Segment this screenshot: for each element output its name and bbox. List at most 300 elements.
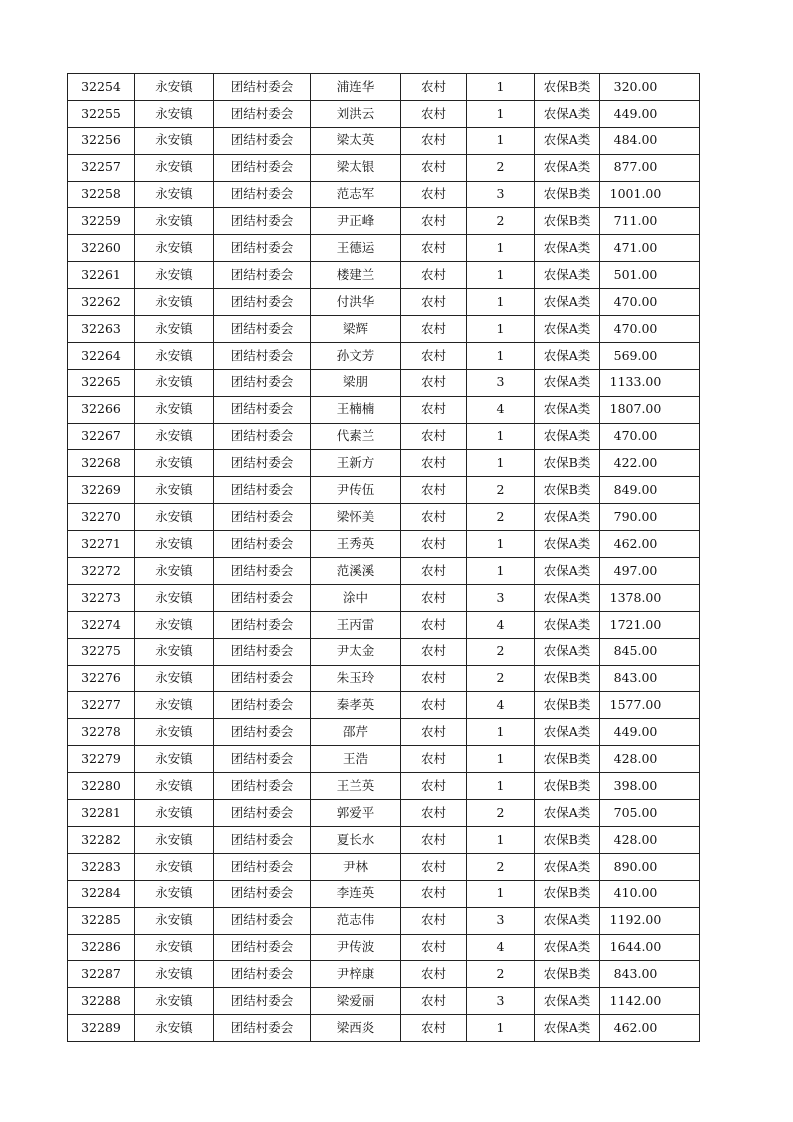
- record-id-cell: 32286: [68, 934, 135, 961]
- committee-cell: 团结村委会: [214, 611, 311, 638]
- category-cell: 农保A类: [535, 396, 600, 423]
- category-cell: 农保A类: [535, 262, 600, 289]
- household-size-cell: 3: [467, 907, 535, 934]
- name-cell: 王楠楠: [311, 396, 401, 423]
- category-cell: 农保B类: [535, 746, 600, 773]
- household-size-cell: 2: [467, 208, 535, 235]
- household-size-cell: 1: [467, 450, 535, 477]
- town-cell: 永安镇: [135, 988, 214, 1015]
- category-cell: 农保A类: [535, 611, 600, 638]
- amount-cell: 462.00: [600, 1015, 700, 1042]
- committee-cell: 团结村委会: [214, 584, 311, 611]
- household-size-cell: 1: [467, 773, 535, 800]
- committee-cell: 团结村委会: [214, 369, 311, 396]
- committee-cell: 团结村委会: [214, 692, 311, 719]
- record-id-cell: 32287: [68, 961, 135, 988]
- name-cell: 刘洪云: [311, 100, 401, 127]
- record-id-cell: 32272: [68, 558, 135, 585]
- committee-cell: 团结村委会: [214, 773, 311, 800]
- category-cell: 农保A类: [535, 423, 600, 450]
- table-row: [68, 746, 700, 773]
- town-cell: 永安镇: [135, 746, 214, 773]
- roster-table: [67, 73, 700, 1042]
- amount-cell: 449.00: [600, 100, 700, 127]
- household-size-cell: 3: [467, 369, 535, 396]
- town-cell: 永安镇: [135, 665, 214, 692]
- amount-cell: 320.00: [600, 74, 700, 101]
- committee-cell: 团结村委会: [214, 531, 311, 558]
- town-cell: 永安镇: [135, 504, 214, 531]
- area-type-cell: 农村: [401, 558, 467, 585]
- category-cell: 农保A类: [535, 154, 600, 181]
- category-cell: 农保A类: [535, 988, 600, 1015]
- household-size-cell: 1: [467, 100, 535, 127]
- table-row: [68, 665, 700, 692]
- household-size-cell: 2: [467, 154, 535, 181]
- roster-body: [68, 74, 700, 1042]
- table-row: [68, 531, 700, 558]
- amount-cell: 845.00: [600, 638, 700, 665]
- table-row: [68, 826, 700, 853]
- area-type-cell: 农村: [401, 154, 467, 181]
- committee-cell: 团结村委会: [214, 504, 311, 531]
- household-size-cell: 1: [467, 262, 535, 289]
- table-row: [68, 450, 700, 477]
- table-row: [68, 235, 700, 262]
- amount-cell: 705.00: [600, 800, 700, 827]
- table-row: [68, 638, 700, 665]
- name-cell: 梁太英: [311, 127, 401, 154]
- town-cell: 永安镇: [135, 450, 214, 477]
- record-id-cell: 32259: [68, 208, 135, 235]
- town-cell: 永安镇: [135, 719, 214, 746]
- town-cell: 永安镇: [135, 531, 214, 558]
- area-type-cell: 农村: [401, 477, 467, 504]
- record-id-cell: 32284: [68, 880, 135, 907]
- category-cell: 农保A类: [535, 504, 600, 531]
- name-cell: 范志伟: [311, 907, 401, 934]
- committee-cell: 团结村委会: [214, 826, 311, 853]
- area-type-cell: 农村: [401, 1015, 467, 1042]
- name-cell: 尹正峰: [311, 208, 401, 235]
- household-size-cell: 3: [467, 181, 535, 208]
- record-id-cell: 32278: [68, 719, 135, 746]
- amount-cell: 428.00: [600, 746, 700, 773]
- area-type-cell: 农村: [401, 396, 467, 423]
- area-type-cell: 农村: [401, 262, 467, 289]
- record-id-cell: 32281: [68, 800, 135, 827]
- record-id-cell: 32256: [68, 127, 135, 154]
- committee-cell: 团结村委会: [214, 208, 311, 235]
- area-type-cell: 农村: [401, 181, 467, 208]
- name-cell: 涂中: [311, 584, 401, 611]
- record-id-cell: 32280: [68, 773, 135, 800]
- amount-cell: 497.00: [600, 558, 700, 585]
- record-id-cell: 32282: [68, 826, 135, 853]
- record-id-cell: 32258: [68, 181, 135, 208]
- area-type-cell: 农村: [401, 988, 467, 1015]
- table-row: [68, 181, 700, 208]
- committee-cell: 团结村委会: [214, 100, 311, 127]
- table-row: [68, 880, 700, 907]
- category-cell: 农保A类: [535, 531, 600, 558]
- category-cell: 农保A类: [535, 638, 600, 665]
- household-size-cell: 1: [467, 531, 535, 558]
- record-id-cell: 32270: [68, 504, 135, 531]
- committee-cell: 团结村委会: [214, 396, 311, 423]
- household-size-cell: 1: [467, 235, 535, 262]
- committee-cell: 团结村委会: [214, 746, 311, 773]
- town-cell: 永安镇: [135, 342, 214, 369]
- record-id-cell: 32260: [68, 235, 135, 262]
- household-size-cell: 2: [467, 477, 535, 504]
- town-cell: 永安镇: [135, 692, 214, 719]
- category-cell: 农保B类: [535, 961, 600, 988]
- town-cell: 永安镇: [135, 235, 214, 262]
- household-size-cell: 1: [467, 719, 535, 746]
- area-type-cell: 农村: [401, 665, 467, 692]
- record-id-cell: 32254: [68, 74, 135, 101]
- category-cell: 农保A类: [535, 1015, 600, 1042]
- category-cell: 农保A类: [535, 584, 600, 611]
- name-cell: 梁西炎: [311, 1015, 401, 1042]
- town-cell: 永安镇: [135, 558, 214, 585]
- household-size-cell: 1: [467, 289, 535, 316]
- area-type-cell: 农村: [401, 853, 467, 880]
- committee-cell: 团结村委会: [214, 665, 311, 692]
- committee-cell: 团结村委会: [214, 262, 311, 289]
- table-row: [68, 961, 700, 988]
- town-cell: 永安镇: [135, 208, 214, 235]
- category-cell: 农保B类: [535, 826, 600, 853]
- committee-cell: 团结村委会: [214, 880, 311, 907]
- name-cell: 范志军: [311, 181, 401, 208]
- amount-cell: 1133.00: [600, 369, 700, 396]
- town-cell: 永安镇: [135, 316, 214, 343]
- record-id-cell: 32288: [68, 988, 135, 1015]
- town-cell: 永安镇: [135, 396, 214, 423]
- area-type-cell: 农村: [401, 746, 467, 773]
- table-row: [68, 477, 700, 504]
- amount-cell: 449.00: [600, 719, 700, 746]
- household-size-cell: 1: [467, 74, 535, 101]
- area-type-cell: 农村: [401, 74, 467, 101]
- table-row: [68, 154, 700, 181]
- amount-cell: 1577.00: [600, 692, 700, 719]
- committee-cell: 团结村委会: [214, 477, 311, 504]
- name-cell: 郭爱平: [311, 800, 401, 827]
- town-cell: 永安镇: [135, 800, 214, 827]
- committee-cell: 团结村委会: [214, 289, 311, 316]
- name-cell: 梁爱丽: [311, 988, 401, 1015]
- town-cell: 永安镇: [135, 154, 214, 181]
- committee-cell: 团结村委会: [214, 74, 311, 101]
- town-cell: 永安镇: [135, 826, 214, 853]
- area-type-cell: 农村: [401, 423, 467, 450]
- area-type-cell: 农村: [401, 719, 467, 746]
- table-row: [68, 208, 700, 235]
- area-type-cell: 农村: [401, 235, 467, 262]
- table-row: [68, 773, 700, 800]
- area-type-cell: 农村: [401, 880, 467, 907]
- name-cell: 王浩: [311, 746, 401, 773]
- name-cell: 李连英: [311, 880, 401, 907]
- category-cell: 农保B类: [535, 477, 600, 504]
- committee-cell: 团结村委会: [214, 934, 311, 961]
- table-row: [68, 719, 700, 746]
- amount-cell: 849.00: [600, 477, 700, 504]
- town-cell: 永安镇: [135, 289, 214, 316]
- category-cell: 农保B类: [535, 74, 600, 101]
- table-row: [68, 127, 700, 154]
- table-row: [68, 423, 700, 450]
- category-cell: 农保A类: [535, 907, 600, 934]
- name-cell: 梁辉: [311, 316, 401, 343]
- household-size-cell: 2: [467, 853, 535, 880]
- area-type-cell: 农村: [401, 773, 467, 800]
- town-cell: 永安镇: [135, 853, 214, 880]
- name-cell: 邵芹: [311, 719, 401, 746]
- category-cell: 农保A类: [535, 342, 600, 369]
- record-id-cell: 32257: [68, 154, 135, 181]
- area-type-cell: 农村: [401, 611, 467, 638]
- household-size-cell: 1: [467, 746, 535, 773]
- committee-cell: 团结村委会: [214, 1015, 311, 1042]
- area-type-cell: 农村: [401, 504, 467, 531]
- amount-cell: 1192.00: [600, 907, 700, 934]
- committee-cell: 团结村委会: [214, 961, 311, 988]
- amount-cell: 1001.00: [600, 181, 700, 208]
- category-cell: 农保B类: [535, 773, 600, 800]
- town-cell: 永安镇: [135, 477, 214, 504]
- record-id-cell: 32263: [68, 316, 135, 343]
- category-cell: 农保A类: [535, 719, 600, 746]
- amount-cell: 843.00: [600, 961, 700, 988]
- table-row: [68, 692, 700, 719]
- amount-cell: 501.00: [600, 262, 700, 289]
- table-row: [68, 74, 700, 101]
- committee-cell: 团结村委会: [214, 235, 311, 262]
- name-cell: 梁太银: [311, 154, 401, 181]
- committee-cell: 团结村委会: [214, 558, 311, 585]
- name-cell: 王秀英: [311, 531, 401, 558]
- amount-cell: 1807.00: [600, 396, 700, 423]
- town-cell: 永安镇: [135, 1015, 214, 1042]
- town-cell: 永安镇: [135, 127, 214, 154]
- name-cell: 范溪溪: [311, 558, 401, 585]
- name-cell: 尹梓康: [311, 961, 401, 988]
- category-cell: 农保B类: [535, 880, 600, 907]
- record-id-cell: 32267: [68, 423, 135, 450]
- amount-cell: 790.00: [600, 504, 700, 531]
- area-type-cell: 农村: [401, 289, 467, 316]
- record-id-cell: 32265: [68, 369, 135, 396]
- name-cell: 楼建兰: [311, 262, 401, 289]
- amount-cell: 470.00: [600, 316, 700, 343]
- table-row: [68, 289, 700, 316]
- record-id-cell: 32276: [68, 665, 135, 692]
- amount-cell: 569.00: [600, 342, 700, 369]
- category-cell: 农保A类: [535, 558, 600, 585]
- name-cell: 尹传波: [311, 934, 401, 961]
- area-type-cell: 农村: [401, 450, 467, 477]
- record-id-cell: 32275: [68, 638, 135, 665]
- area-type-cell: 农村: [401, 961, 467, 988]
- amount-cell: 1644.00: [600, 934, 700, 961]
- town-cell: 永安镇: [135, 961, 214, 988]
- area-type-cell: 农村: [401, 692, 467, 719]
- amount-cell: 471.00: [600, 235, 700, 262]
- household-size-cell: 4: [467, 934, 535, 961]
- name-cell: 代素兰: [311, 423, 401, 450]
- record-id-cell: 32262: [68, 289, 135, 316]
- area-type-cell: 农村: [401, 127, 467, 154]
- category-cell: 农保B类: [535, 208, 600, 235]
- name-cell: 梁朋: [311, 369, 401, 396]
- household-size-cell: 2: [467, 800, 535, 827]
- table-row: [68, 988, 700, 1015]
- table-row: [68, 800, 700, 827]
- amount-cell: 1378.00: [600, 584, 700, 611]
- amount-cell: 410.00: [600, 880, 700, 907]
- record-id-cell: 32279: [68, 746, 135, 773]
- table-row: [68, 558, 700, 585]
- area-type-cell: 农村: [401, 638, 467, 665]
- committee-cell: 团结村委会: [214, 423, 311, 450]
- record-id-cell: 32283: [68, 853, 135, 880]
- table-row: [68, 584, 700, 611]
- amount-cell: 428.00: [600, 826, 700, 853]
- amount-cell: 484.00: [600, 127, 700, 154]
- household-size-cell: 2: [467, 665, 535, 692]
- area-type-cell: 农村: [401, 584, 467, 611]
- name-cell: 孙文芳: [311, 342, 401, 369]
- committee-cell: 团结村委会: [214, 181, 311, 208]
- household-size-cell: 1: [467, 880, 535, 907]
- category-cell: 农保A类: [535, 934, 600, 961]
- category-cell: 农保A类: [535, 100, 600, 127]
- category-cell: 农保B类: [535, 665, 600, 692]
- amount-cell: 843.00: [600, 665, 700, 692]
- town-cell: 永安镇: [135, 907, 214, 934]
- table-row: [68, 1015, 700, 1042]
- household-size-cell: 1: [467, 558, 535, 585]
- record-id-cell: 32255: [68, 100, 135, 127]
- name-cell: 王德运: [311, 235, 401, 262]
- town-cell: 永安镇: [135, 773, 214, 800]
- table-row: [68, 262, 700, 289]
- committee-cell: 团结村委会: [214, 316, 311, 343]
- household-size-cell: 4: [467, 692, 535, 719]
- area-type-cell: 农村: [401, 934, 467, 961]
- area-type-cell: 农村: [401, 907, 467, 934]
- name-cell: 尹林: [311, 853, 401, 880]
- committee-cell: 团结村委会: [214, 719, 311, 746]
- committee-cell: 团结村委会: [214, 853, 311, 880]
- committee-cell: 团结村委会: [214, 450, 311, 477]
- name-cell: 尹传伍: [311, 477, 401, 504]
- committee-cell: 团结村委会: [214, 342, 311, 369]
- town-cell: 永安镇: [135, 74, 214, 101]
- table-row: [68, 342, 700, 369]
- name-cell: 朱玉玲: [311, 665, 401, 692]
- area-type-cell: 农村: [401, 826, 467, 853]
- record-id-cell: 32261: [68, 262, 135, 289]
- category-cell: 农保A类: [535, 853, 600, 880]
- household-size-cell: 2: [467, 961, 535, 988]
- household-size-cell: 4: [467, 611, 535, 638]
- town-cell: 永安镇: [135, 611, 214, 638]
- table-row: [68, 100, 700, 127]
- name-cell: 梁怀美: [311, 504, 401, 531]
- area-type-cell: 农村: [401, 316, 467, 343]
- amount-cell: 1142.00: [600, 988, 700, 1015]
- amount-cell: 462.00: [600, 531, 700, 558]
- table-row: [68, 907, 700, 934]
- amount-cell: 398.00: [600, 773, 700, 800]
- area-type-cell: 农村: [401, 342, 467, 369]
- category-cell: 农保A类: [535, 289, 600, 316]
- name-cell: 浦连华: [311, 74, 401, 101]
- household-size-cell: 1: [467, 127, 535, 154]
- category-cell: 农保B类: [535, 692, 600, 719]
- amount-cell: 877.00: [600, 154, 700, 181]
- town-cell: 永安镇: [135, 934, 214, 961]
- town-cell: 永安镇: [135, 584, 214, 611]
- amount-cell: 422.00: [600, 450, 700, 477]
- category-cell: 农保B类: [535, 450, 600, 477]
- household-size-cell: 1: [467, 342, 535, 369]
- record-id-cell: 32264: [68, 342, 135, 369]
- town-cell: 永安镇: [135, 181, 214, 208]
- household-size-cell: 2: [467, 638, 535, 665]
- category-cell: 农保B类: [535, 181, 600, 208]
- household-size-cell: 3: [467, 584, 535, 611]
- record-id-cell: 32269: [68, 477, 135, 504]
- committee-cell: 团结村委会: [214, 154, 311, 181]
- amount-cell: 890.00: [600, 853, 700, 880]
- category-cell: 农保A类: [535, 127, 600, 154]
- amount-cell: 711.00: [600, 208, 700, 235]
- record-id-cell: 32289: [68, 1015, 135, 1042]
- household-size-cell: 1: [467, 826, 535, 853]
- name-cell: 王丙雷: [311, 611, 401, 638]
- household-size-cell: 1: [467, 1015, 535, 1042]
- area-type-cell: 农村: [401, 531, 467, 558]
- record-id-cell: 32285: [68, 907, 135, 934]
- area-type-cell: 农村: [401, 208, 467, 235]
- household-size-cell: 1: [467, 423, 535, 450]
- town-cell: 永安镇: [135, 262, 214, 289]
- record-id-cell: 32274: [68, 611, 135, 638]
- committee-cell: 团结村委会: [214, 127, 311, 154]
- table-row: [68, 611, 700, 638]
- amount-cell: 470.00: [600, 423, 700, 450]
- table-row: [68, 504, 700, 531]
- record-id-cell: 32271: [68, 531, 135, 558]
- record-id-cell: 32268: [68, 450, 135, 477]
- amount-cell: 1721.00: [600, 611, 700, 638]
- name-cell: 王新方: [311, 450, 401, 477]
- area-type-cell: 农村: [401, 800, 467, 827]
- household-size-cell: 1: [467, 316, 535, 343]
- area-type-cell: 农村: [401, 100, 467, 127]
- household-size-cell: 4: [467, 396, 535, 423]
- name-cell: 秦孝英: [311, 692, 401, 719]
- town-cell: 永安镇: [135, 638, 214, 665]
- committee-cell: 团结村委会: [214, 988, 311, 1015]
- table-row: [68, 369, 700, 396]
